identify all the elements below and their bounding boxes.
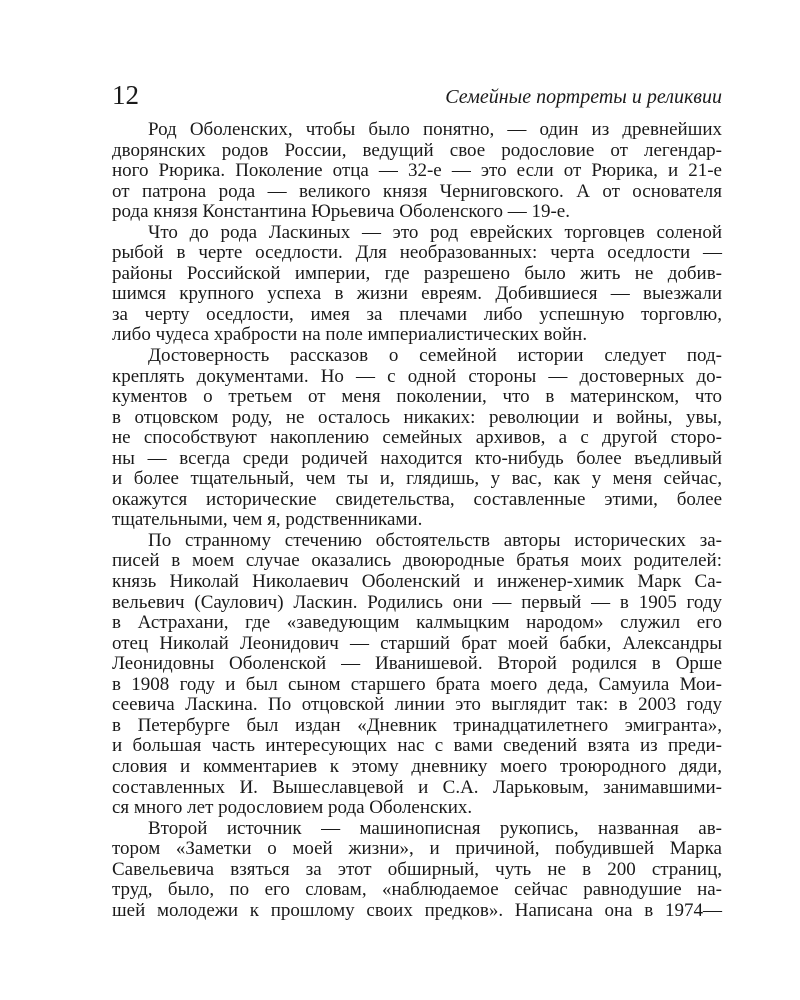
body-text — [112, 120, 722, 921]
page-header — [112, 78, 722, 112]
text-line: за черту оседлости, имея за плечами либо успешную торговлю, — [112, 303, 722, 325]
paragraph — [112, 120, 722, 223]
paragraph — [112, 819, 722, 922]
running-title: Семейные портреты и реликвии — [445, 86, 722, 108]
text-line: Савельевича взяться за этот обширный, чуть не в 200 страниц, — [112, 858, 722, 880]
page-number: 12 — [112, 80, 139, 110]
paragraph — [112, 531, 722, 819]
text-line: либо чудеса храбрости на поле империалистических войн. — [112, 324, 588, 346]
text-line: вельевич (Саулович) Ласкин. Родились они — первый — в 1905 году — [112, 591, 722, 613]
text-line: креплять документами. Но — с одной стороны — достоверных до- — [112, 365, 722, 387]
paragraph — [112, 346, 722, 531]
text-line: окажутся исторические свидетельства, составленные этими, более — [112, 488, 722, 510]
text-line: тором «Заметки о моей жизни», и причиной, побудившей Марка — [112, 838, 722, 860]
text-line: шимся крупного успеха в жизни евреям. Добившиеся — выезжали — [112, 283, 722, 305]
text-line: Леонидовны Оболенской — Иванишевой. Второй родился в Орше — [112, 653, 722, 675]
text-line: словия и комментариев к этому дневнику моего троюродного дяди, — [112, 755, 722, 777]
text-line: кументов о третьем от меня поколении, что в материнском, что — [112, 386, 722, 408]
text-line: в Астрахани, где «заведующим калмыцким народом» служил его — [112, 612, 722, 634]
text-line: составленных И. Вышеславцевой и С.А. Ларьковым, занимавшими- — [112, 776, 722, 798]
text-line: По странному стечению обстоятельств авторы исторических за- — [148, 529, 722, 551]
text-line: Что до рода Ласкиных — это род еврейских торговцев соленой — [148, 221, 722, 243]
text-line: и большая часть интересующих нас с вами сведений взята из преди- — [112, 735, 722, 757]
text-line: ного Рюрика. Поколение отца — 32-е — это если от Рюрика, и 21-е — [112, 160, 722, 182]
text-line: в 1908 году и был сыном старшего брата моего деда, Самуила Мои- — [112, 673, 722, 695]
text-line: писей в моем случае оказались двоюродные братья моих родителей: — [112, 550, 722, 572]
text-line: дворянских родов России, ведущий свое родословие от легендар- — [112, 139, 722, 161]
text-line: шей молодежи к прошлому своих предков». Написана она в 1974— — [112, 899, 722, 921]
text-line: и более тщательный, чем ты и, глядишь, у вас, как у меня сейчас, — [112, 468, 722, 490]
text-line: не способствуют накоплению семейных архивов, а с другой сторо- — [112, 427, 722, 449]
text-line: рыбой в черте оседлости. Для необразованных: черта оседлости — — [112, 242, 722, 264]
text-line: труд, было, по его словам, «наблюдаемое сейчас равнодушие на- — [112, 879, 722, 901]
text-line: в отцовском роду, не осталось никаких: революции и войны, увы, — [112, 406, 722, 428]
text-line: князь Николай Николаевич Оболенский и инженер-химик Марк Са- — [112, 571, 722, 593]
text-line: в Петербурге был издан «Дневник тринадцатилетнего эмигранта», — [112, 714, 722, 736]
text-line: Второй источник — машинописная рукопись, названная ав- — [148, 817, 722, 839]
text-line: от патрона рода — великого князя Черниговского. А от основателя — [112, 180, 722, 202]
text-line: рода князя Константина Юрьевича Оболенского — 19-е. — [112, 201, 570, 223]
text-line: тщательными, чем я, родственниками. — [112, 509, 423, 531]
text-line: ны — всегда среди родичей находится кто-нибудь более въедливый — [112, 447, 722, 469]
text-line: районы Российской империи, где разрешено было жить не добив- — [112, 262, 722, 284]
text-line: сеевича Ласкина. По отцовской линии это выглядит так: в 2003 году — [112, 694, 722, 716]
text-line: отец Николай Леонидович — старший брат моей бабки, Александры — [112, 632, 722, 654]
text-line: Достоверность рассказов о семейной истории следует под- — [148, 345, 722, 367]
text-line: ся много лет родословием рода Оболенских. — [112, 797, 473, 819]
paragraph — [112, 223, 722, 346]
text-line: Род Оболенских, чтобы было понятно, — один из древнейших — [148, 119, 722, 140]
